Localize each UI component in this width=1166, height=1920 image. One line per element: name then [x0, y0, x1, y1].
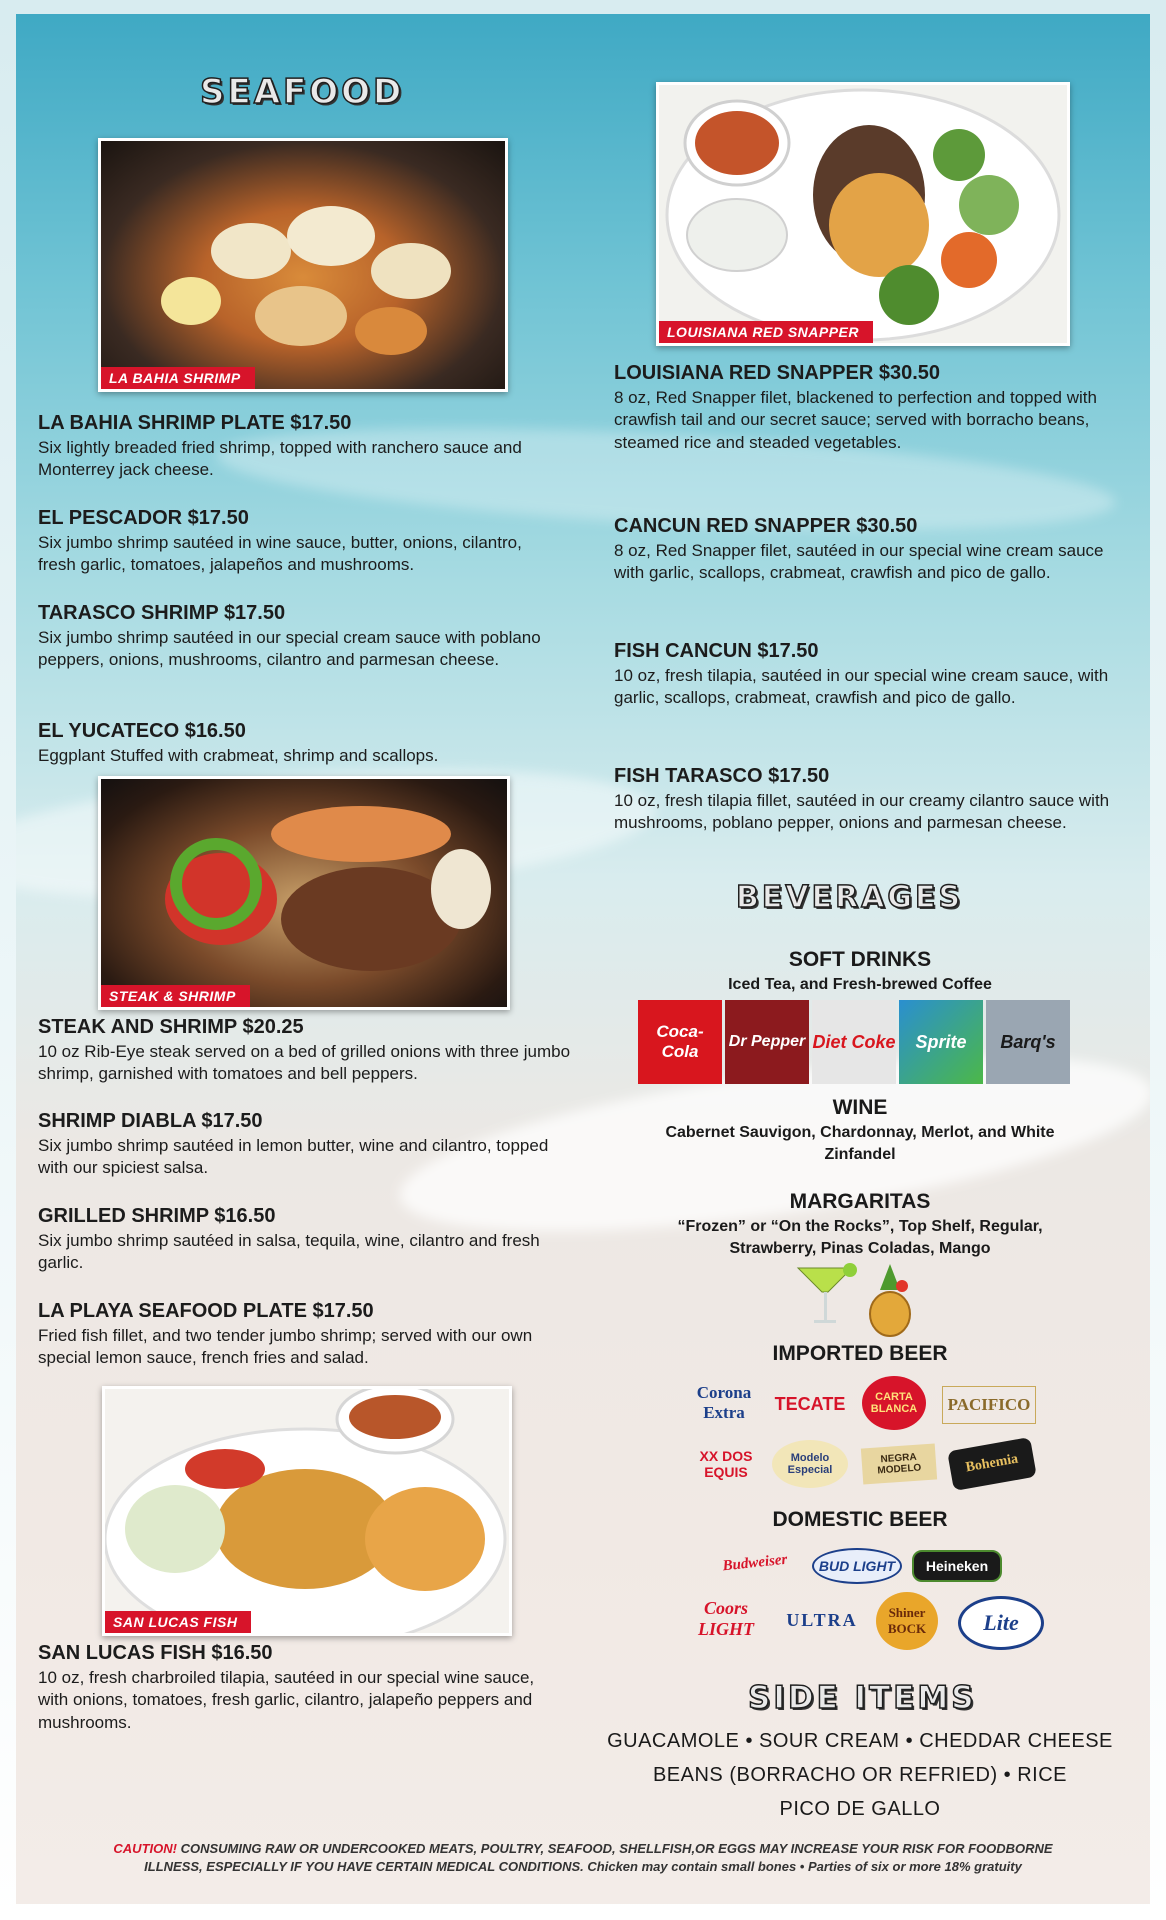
item-description: Six jumbo shrimp sautéed in lemon butter, wine and cilantro, topped with our spiciest salsa. [38, 1136, 549, 1178]
item-name: STEAK AND SHRIMP $20.25 [38, 1016, 304, 1038]
item-name: FISH CANCUN $17.50 [614, 640, 819, 662]
budweiser-logo: Budweiser [721, 1551, 789, 1574]
menu-item [614, 640, 1114, 710]
coca-cola-logo: Coca-Cola [638, 1000, 722, 1084]
bud-light-logo: BUD LIGHT [812, 1548, 902, 1584]
negra-modelo-logo: NEGRA MODELO [861, 1443, 937, 1484]
imported-beer-heading: IMPORTED BEER [772, 1342, 948, 1365]
michelob-ultra-logo: ULTRA [786, 1609, 858, 1630]
dos-equis-logo: XX DOS EQUIS [699, 1448, 753, 1480]
san-lucas-fish-photo [102, 1386, 512, 1636]
item-name: LA PLAYA SEAFOOD PLATE $17.50 [38, 1300, 374, 1322]
modelo-logo: Modelo Especial [772, 1440, 848, 1488]
wine-heading: WINE [832, 1096, 888, 1119]
wine-body: Cabernet Sauvigon, Chardonnay, Merlot, and White Zinfandel [665, 1124, 1055, 1163]
item-name: EL YUCATECO $16.50 [38, 720, 246, 742]
shrimp-dish-illustration [101, 141, 505, 389]
pacifico-logo: PACIFICO [942, 1386, 1036, 1424]
item-name: SHRIMP DIABLA $17.50 [38, 1110, 263, 1132]
photo-label: LA BAHIA SHRIMP [101, 367, 255, 389]
item-name: TARASCO SHRIMP $17.50 [38, 602, 286, 624]
menu-item [614, 515, 1114, 585]
item-description: Six jumbo shrimp sautéed in wine sauce, butter, onions, cilantro, fresh garlic, tomatoes, jalapeños and mushrooms. [38, 533, 522, 575]
item-name: LOUISIANA RED SNAPPER $30.50 [614, 362, 941, 384]
snapper-plate-illustration [659, 85, 1067, 343]
item-name: EL PESCADOR $17.50 [38, 507, 249, 529]
heineken-logo: Heineken [912, 1550, 1002, 1582]
photo-label: STEAK & SHRIMP [101, 985, 250, 1007]
side-items-title: SIDE ITEMS [748, 1680, 977, 1716]
margaritas-body: “Frozen” or “On the Rocks”, Top Shelf, Regular, Strawberry, Pinas Coladas, Mango [677, 1218, 1043, 1257]
item-description: 10 oz, fresh charbroiled tilapia, sautéed in our special wine sauce, with onions, tomatoes, fresh garlic, cilantro, jalapeño peppers and mushrooms. [38, 1668, 535, 1732]
item-description: Six jumbo shrimp sautéed in salsa, tequila, wine, cilantro and fresh garlic. [38, 1231, 540, 1273]
photo-label: LOUISIANA RED SNAPPER [659, 321, 873, 343]
item-description: 10 oz, fresh tilapia, sautéed in our special wine cream sauce, with garlic, scallops, crabmeat, crawfish and pico de gallo. [614, 666, 1109, 708]
menu-item [38, 1642, 568, 1734]
menu-item [38, 1016, 578, 1086]
item-description: 10 oz Rib-Eye steak served on a bed of grilled onions with three jumbo shrimp, garnished with tomatoes and bell peppers. [38, 1042, 571, 1084]
item-description: Six jumbo shrimp sautéed in our special cream sauce with poblano peppers, onions, mushrooms, cilantro and parmesan cheese. [38, 628, 541, 670]
bohemia-logo: Bohemia [947, 1437, 1037, 1491]
corona-logo: Corona Extra [696, 1383, 752, 1422]
soft-drinks-heading: SOFT DRINKS [788, 948, 932, 971]
caution-line-2: ILLNESS, ESPECIALLY IF YOU HAVE CERTAIN MEDICAL CONDITIONS. Chicken may contain small bones • Parties of six or more 18% gratuity [144, 1859, 1022, 1875]
diet-coke-logo: Diet Coke [812, 1000, 896, 1084]
caution-notice [16, 1840, 1150, 1876]
item-name: SAN LUCAS FISH $16.50 [38, 1642, 273, 1664]
item-description: Six lightly breaded fried shrimp, topped with ranchero sauce and Monterrey jack cheese. [38, 438, 522, 480]
side-items-line: PICO DE GALLO [779, 1798, 941, 1820]
soft-drinks-body: Iced Tea, and Fresh-brewed Coffee [728, 976, 992, 993]
item-name: LA BAHIA SHRIMP PLATE $17.50 [38, 412, 352, 434]
menu-item [38, 507, 558, 577]
san-lucas-plate-illustration [105, 1389, 509, 1633]
margaritas-heading: MARGARITAS [789, 1190, 931, 1213]
coors-light-logo: Coors LIGHT [698, 1598, 754, 1639]
item-description: Eggplant Stuffed with crabmeat, shrimp and scallops. [38, 746, 439, 765]
menu-item [38, 1205, 568, 1275]
menu-item [38, 720, 558, 767]
steak-dish-illustration [101, 779, 507, 1007]
menu-item [614, 765, 1114, 835]
tecate-logo: TECATE [774, 1393, 846, 1414]
shiner-bock-logo: Shiner BOCK [876, 1592, 938, 1650]
louisiana-red-snapper-photo [656, 82, 1070, 346]
miller-lite-logo: Lite [958, 1596, 1044, 1650]
menu-item [614, 362, 1114, 454]
side-items-line: GUACAMOLE • SOUR CREAM • CHEDDAR CHEESE [607, 1730, 1113, 1752]
beverages-title: BEVERAGES [736, 880, 964, 915]
item-name: FISH TARASCO $17.50 [614, 765, 830, 787]
menu-item [38, 412, 558, 482]
caution-text: CONSUMING RAW OR UNDERCOOKED MEATS, POULTRY, SEAFOOD, SHELLFISH,OR EGGS MAY INCREASE YOUR RISK FOR FOODBORNE [176, 1841, 1053, 1856]
item-description: Fried fish fillet, and two tender jumbo shrimp; served with our own special lemon sauce, french fries and salad. [38, 1326, 533, 1368]
side-items-line: BEANS (BORRACHO OR REFRIED) • RICE [652, 1764, 1068, 1786]
la-bahia-shrimp-photo [98, 138, 508, 392]
seafood-title: SEAFOOD [200, 72, 405, 112]
menu-item [38, 1300, 568, 1370]
caution-label: CAUTION! [113, 1841, 177, 1856]
steak-and-shrimp-photo [98, 776, 510, 1010]
photo-label: SAN LUCAS FISH [105, 1611, 251, 1633]
barqs-logo: Barq's [986, 1000, 1070, 1084]
domestic-beer-heading: DOMESTIC BEER [772, 1508, 948, 1531]
item-description: 8 oz, Red Snapper filet, blackened to perfection and topped with crawfish tail and our secret sauce; served with borracho beans, steamed rice and steaded vegetables. [614, 388, 1097, 452]
carta-blanca-logo: CARTA BLANCA [862, 1376, 926, 1430]
item-description: 8 oz, Red Snapper filet, sautéed in our special wine cream sauce with garlic, scallops, crabmeat, crawfish and pico de gallo. [614, 541, 1104, 583]
sprite-logo: Sprite [899, 1000, 983, 1084]
item-name: CANCUN RED SNAPPER $30.50 [614, 515, 918, 537]
menu-item [38, 602, 558, 672]
item-description: 10 oz, fresh tilapia fillet, sautéed in our creamy cilantro sauce with mushrooms, poblano pepper, onions and parmesan cheese. [614, 791, 1110, 833]
margarita-glasses-icon [790, 1262, 920, 1338]
menu-item [38, 1110, 558, 1180]
item-name: GRILLED SHRIMP $16.50 [38, 1205, 276, 1227]
dr-pepper-logo: Dr Pepper [725, 1000, 809, 1084]
